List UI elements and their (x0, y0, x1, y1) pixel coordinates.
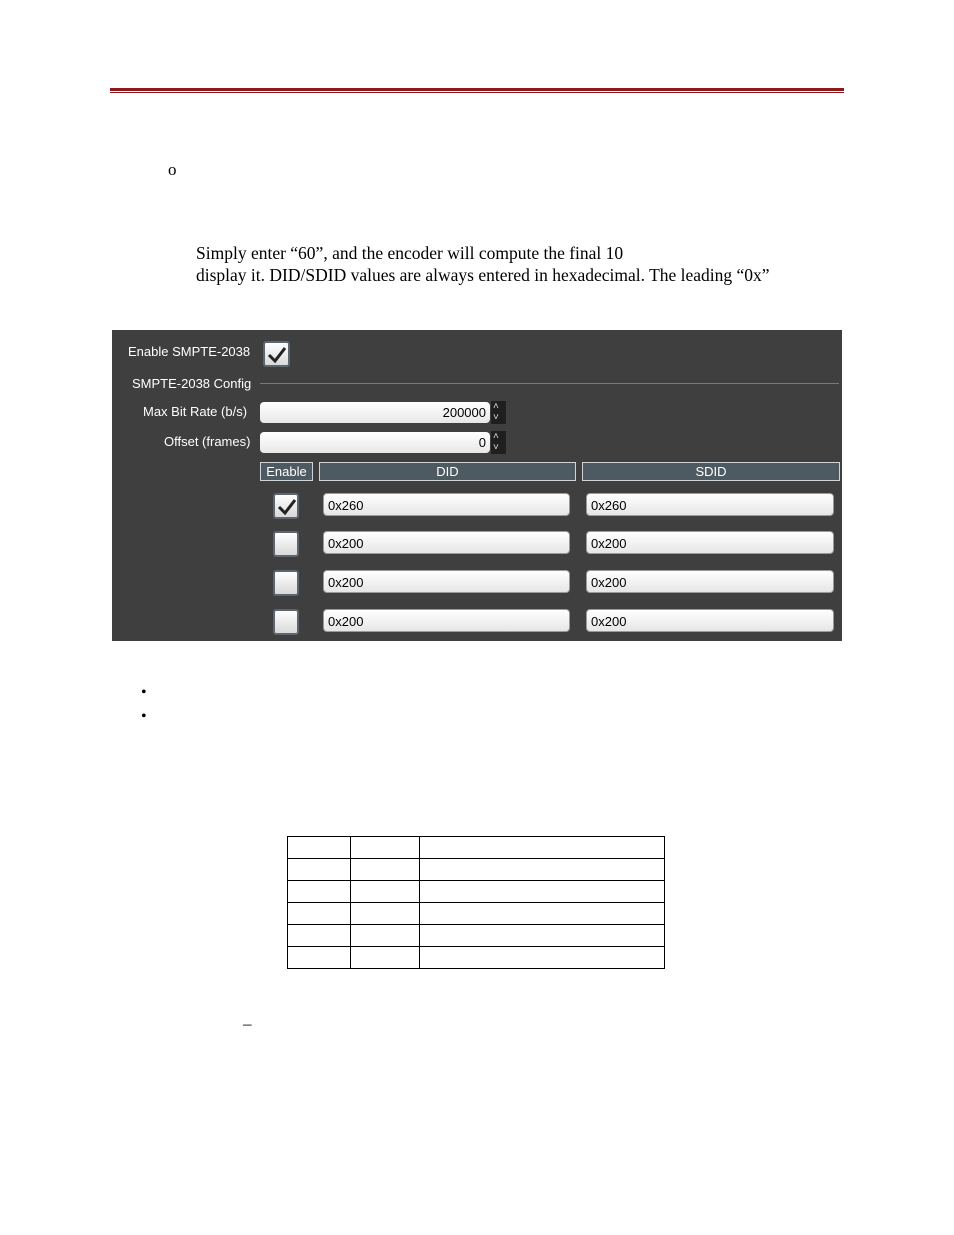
row-3-enable-checkbox[interactable] (273, 570, 299, 596)
row-3-sdid-input[interactable]: 0x200 (586, 570, 834, 593)
table-row (288, 837, 665, 859)
empty-table (287, 836, 665, 969)
row-4-did-input[interactable]: 0x200 (323, 609, 570, 632)
row-1-sdid-input[interactable]: 0x260 (586, 493, 834, 516)
smpte-2038-config-label: SMPTE-2038 Config (132, 376, 252, 391)
row-3-did-input[interactable]: 0x200 (323, 570, 570, 593)
smpte-2038-config-panel (112, 330, 842, 641)
checkmark-icon (276, 496, 298, 518)
column-header-did: DID (319, 462, 576, 481)
max-bit-rate-label: Max Bit Rate (b/s) (143, 404, 248, 419)
sub-bullet-marker: o (168, 160, 177, 179)
header-rule-thin (110, 92, 844, 93)
paragraph-line-2: display it. DID/SDID values are always entered in hexadecimal. The leading “0x” (196, 265, 770, 285)
table-row (288, 947, 665, 969)
chevron-up-icon[interactable]: ˄ (493, 431, 499, 442)
max-bit-rate-stepper[interactable] (491, 401, 506, 424)
row-1-did-input[interactable]: 0x260 (323, 493, 570, 516)
chevron-down-icon[interactable]: ˅ (493, 412, 499, 423)
row-1-enable-checkbox[interactable] (273, 493, 299, 519)
table-row (288, 859, 665, 881)
row-2-did-input[interactable]: 0x200 (323, 531, 570, 554)
chevron-up-icon[interactable]: ˄ (493, 401, 499, 412)
table-row (288, 903, 665, 925)
header-rule (110, 88, 844, 91)
row-2-sdid-input[interactable]: 0x200 (586, 531, 834, 554)
table-row (288, 881, 665, 903)
row-2-enable-checkbox[interactable] (273, 531, 299, 557)
max-bit-rate-input[interactable]: 200000 (260, 402, 490, 423)
paragraph-line-1: Simply enter “60”, and the encoder will compute the final 10 (196, 243, 624, 263)
dash-marker: – (243, 1014, 252, 1033)
offset-frames-input[interactable]: 0 (260, 432, 490, 453)
enable-smpte-2038-label: Enable SMPTE-2038 (128, 344, 251, 359)
chevron-down-icon[interactable]: ˅ (493, 442, 499, 453)
enable-smpte-2038-checkbox[interactable] (263, 341, 290, 367)
row-4-sdid-input[interactable]: 0x200 (586, 609, 834, 632)
column-header-sdid: SDID (582, 462, 840, 481)
table-row (288, 925, 665, 947)
column-header-enable: Enable (260, 462, 313, 481)
offset-frames-label: Offset (frames) (164, 434, 251, 449)
section-divider (260, 383, 839, 384)
bullet-marker: • (141, 708, 147, 725)
bullet-marker: • (141, 684, 147, 701)
row-4-enable-checkbox[interactable] (273, 609, 299, 635)
checkmark-icon (266, 344, 288, 366)
offset-frames-stepper[interactable] (491, 431, 506, 454)
